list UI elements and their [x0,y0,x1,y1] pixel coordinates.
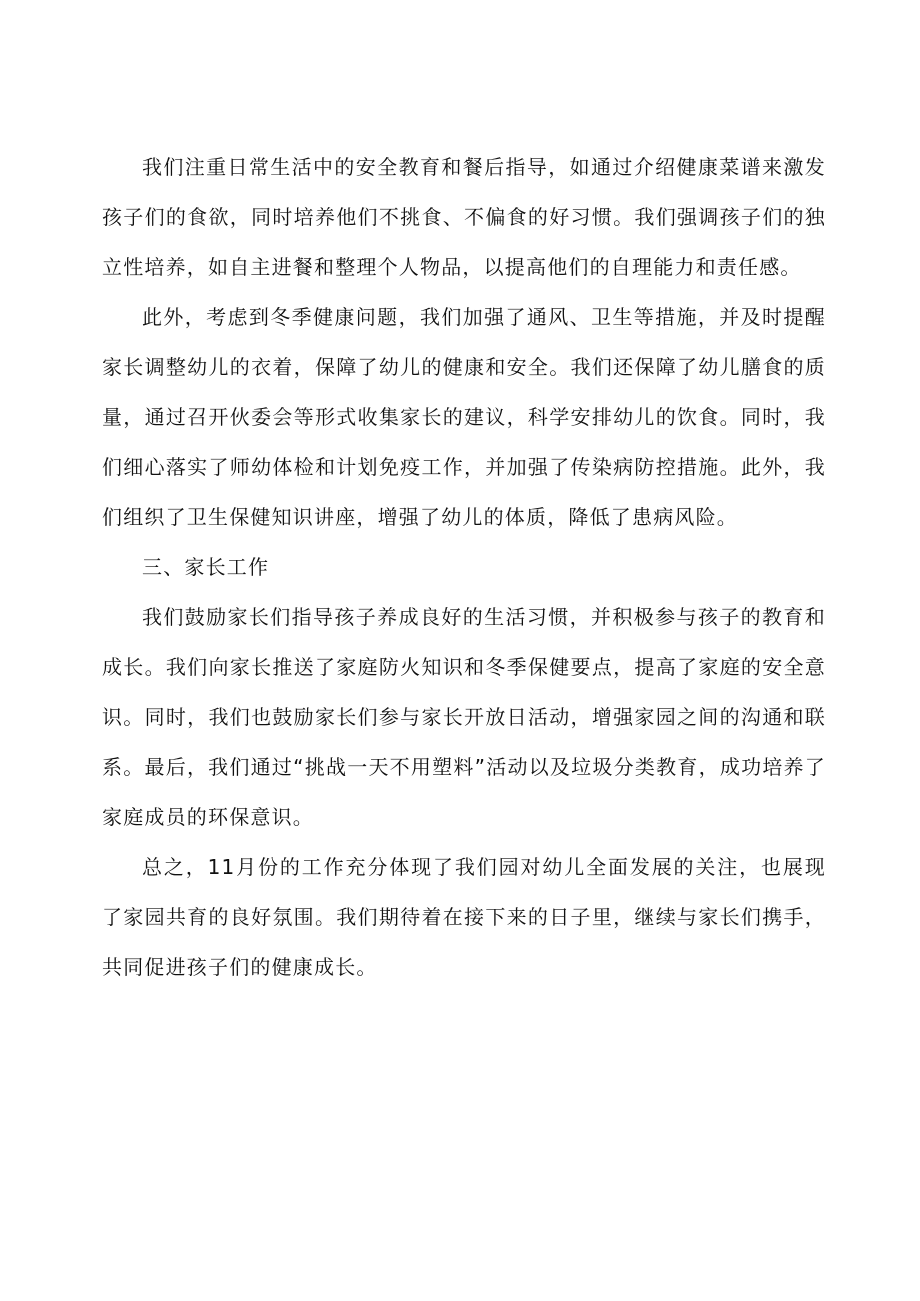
section-heading-parent-work: 三、家长工作 [142,555,270,579]
paragraph-parent-work: 我们鼓励家长们指导孩子养成良好的生活习惯，并积极参与孩子的教育和成长。我们向家长推送了家庭防火知识和冬季保健要点，提高了家庭的安全意识。同时，我们也鼓励家长们参与家长开放日活动，增强家园之间的沟通和联系。最后，我们通过“挑战一天不用塑料”活动以及垃圾分类教育，成功培养了家庭成员的环保意识。 [102,605,826,829]
document-body [102,142,826,992]
paragraph-winter-health: 此外，考虑到冬季健康问题，我们加强了通风、卫生等措施，并及时提醒家长调整幼儿的衣着，保障了幼儿的健康和安全。我们还保障了幼儿膳食的质量，通过召开伙委会等形式收集家长的建议，科学安排幼儿的饮食。同时，我们细心落实了师幼体检和计划免疫工作，并加强了传染病防控措施。此外，我们组织了卫生保健知识讲座，增强了幼儿的体质，降低了患病风险。 [102,305,826,529]
paragraph-safety-education: 我们注重日常生活中的安全教育和餐后指导，如通过介绍健康菜谱来激发孩子们的食欲，同时培养他们不挑食、不偏食的好习惯。我们强调孩子们的独立性培养，如自主进餐和整理个人物品，以提高他们的自理能力和责任感。 [102,155,826,279]
paragraph-summary: 总之，11月份的工作充分体现了我们园对幼儿全面发展的关注，也展现了家园共育的良好氛围。我们期待着在接下来的日子里，继续与家长们携手，共同促进孩子们的健康成长。 [102,855,826,979]
